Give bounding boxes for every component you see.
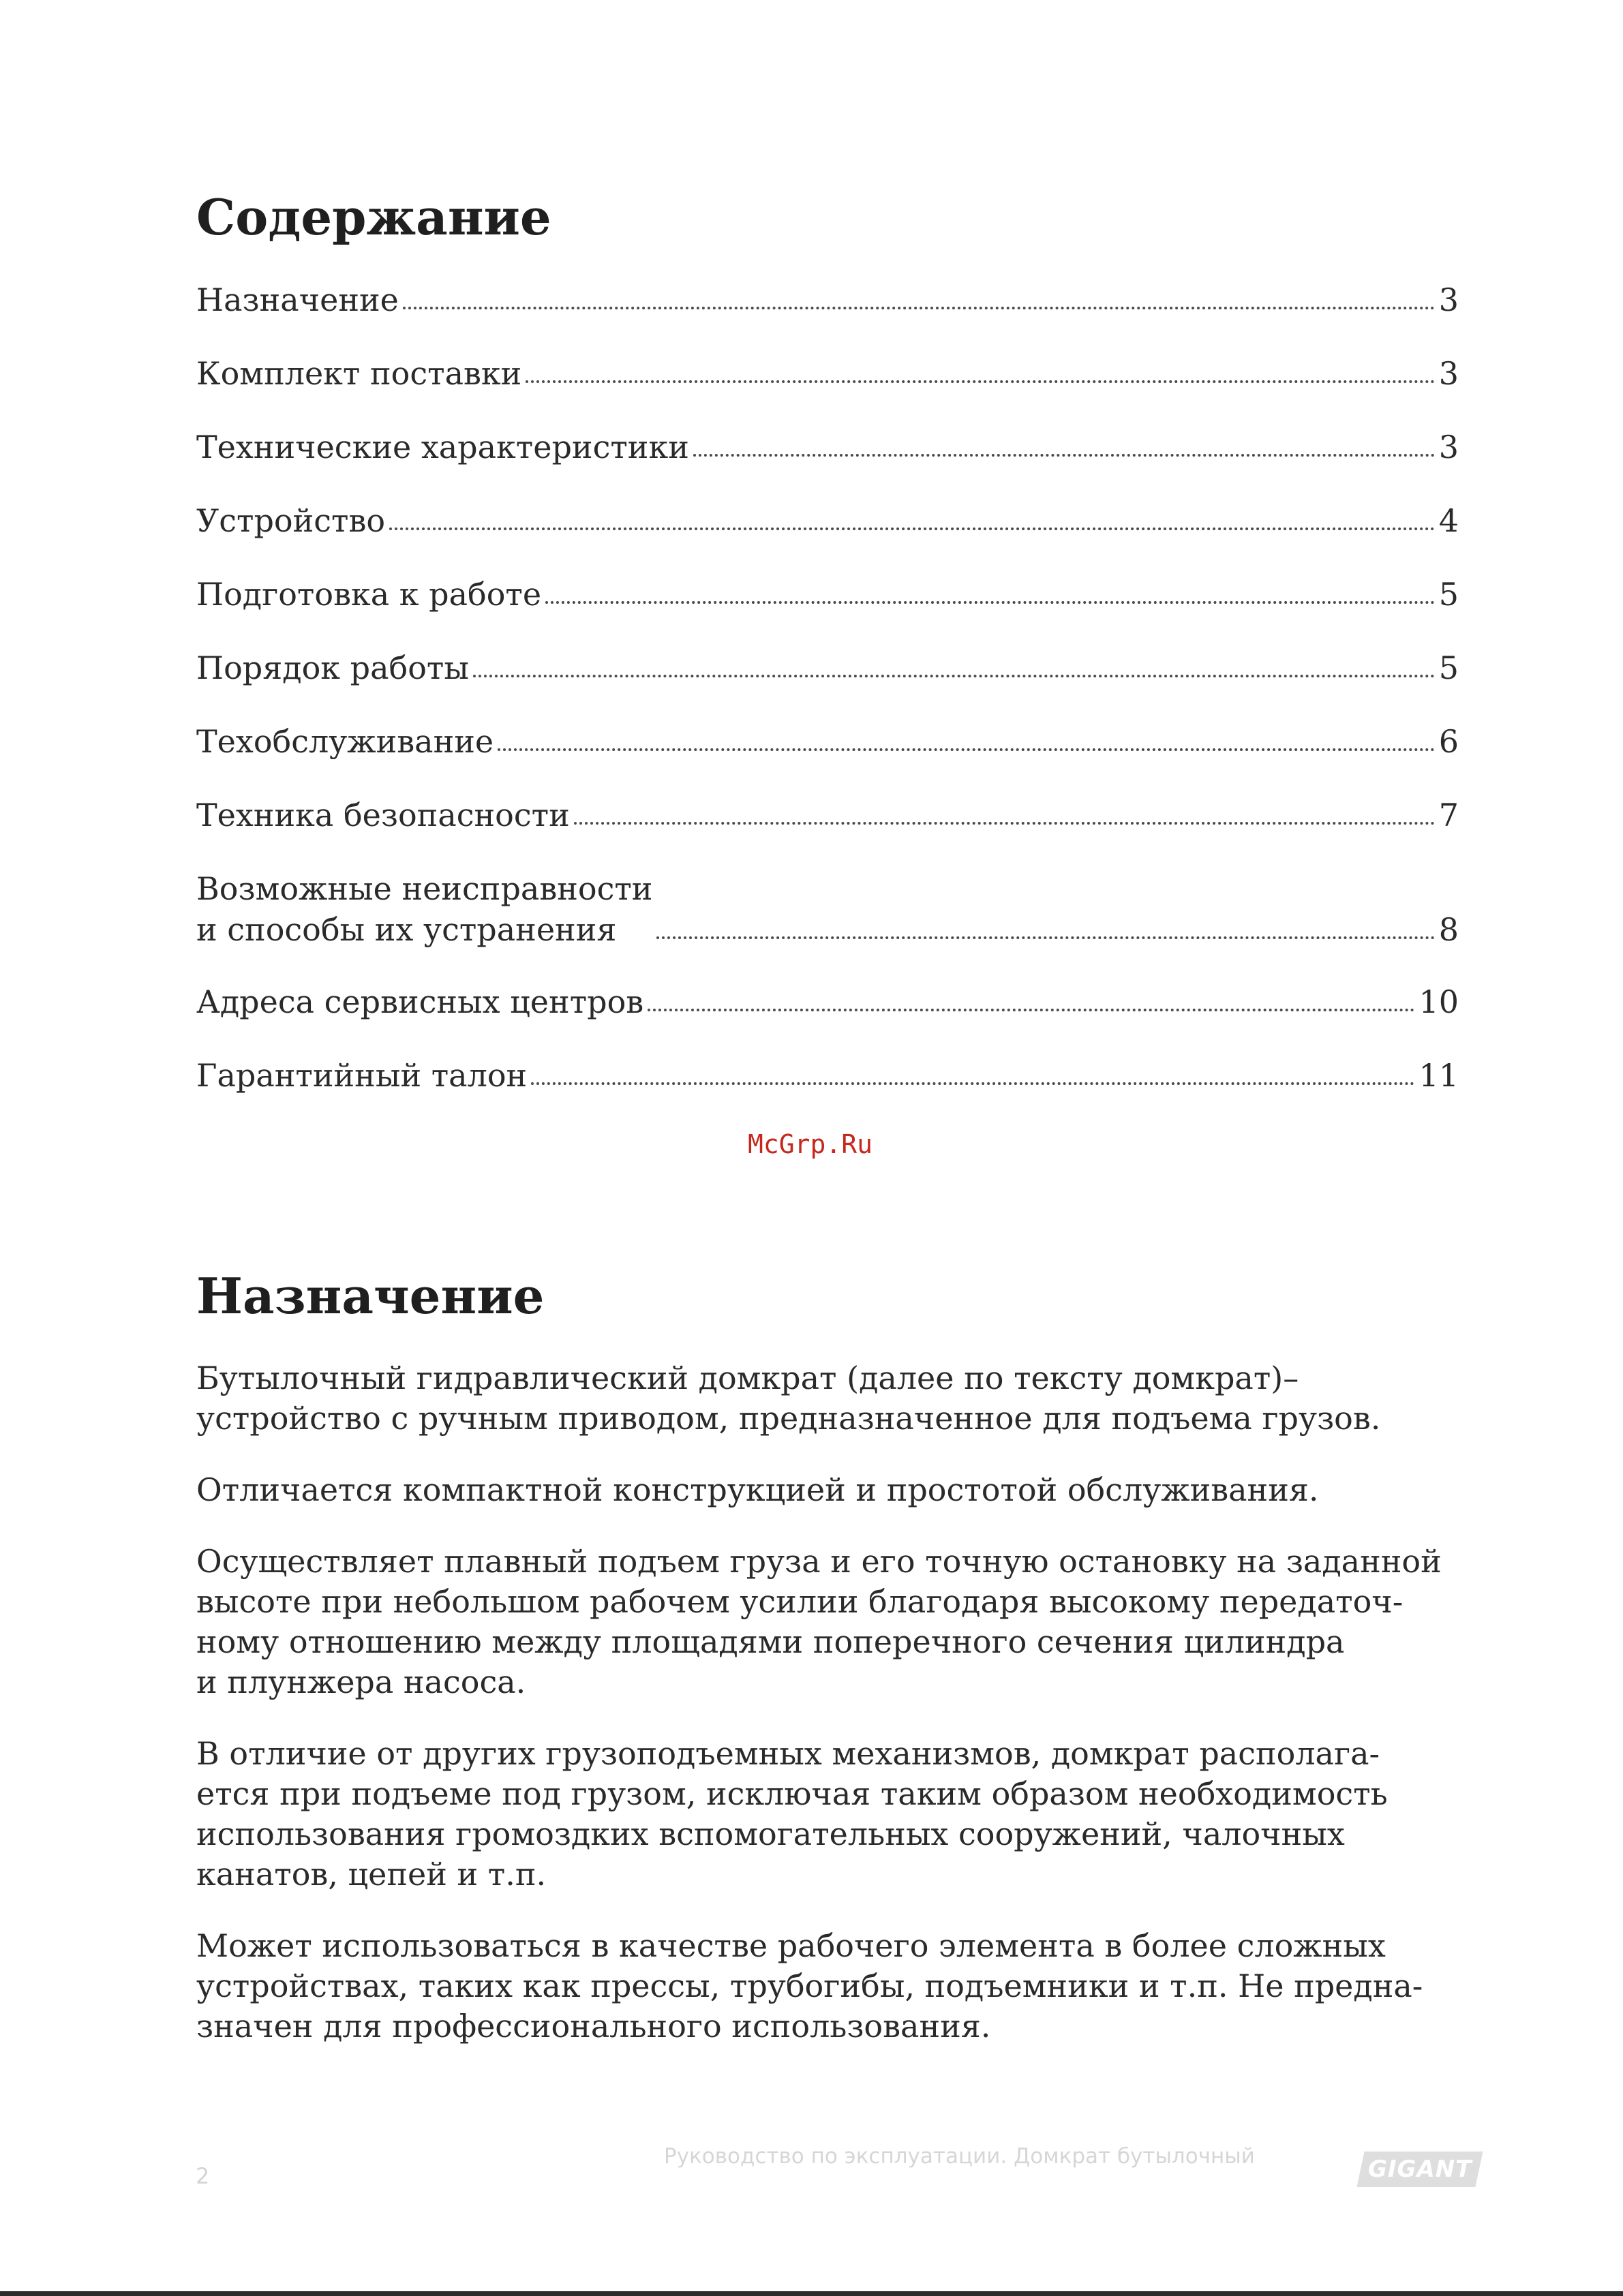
paragraph: В отличие от других грузоподъемных механизмов, домкрат располага- ется при подъеме под грузом, исключая таким образом необходимость использования громоздких вспомогательных сооружений, чалочных канатов, цепей и т.п. [196, 1735, 1388, 1893]
toc-item[interactable] [196, 647, 1459, 688]
toc-item[interactable] [196, 353, 1459, 394]
toc-item-title: Техобслуживание [196, 723, 494, 760]
toc-item-title: Подготовка к работе [196, 576, 542, 613]
toc-heading: Содержание [196, 188, 551, 246]
paragraph: Отличается компактной конструкцией и простотой обслуживания. [196, 1471, 1319, 1508]
toc-item-page: 6 [1438, 723, 1459, 760]
section-body [196, 1358, 1491, 2078]
toc-leader-dots [531, 1082, 1414, 1085]
toc-leader-dots [648, 1009, 1414, 1011]
toc-item-page: 5 [1438, 649, 1459, 686]
toc-item[interactable] [196, 981, 1459, 1022]
toc-item[interactable] [196, 574, 1459, 615]
toc-leader-dots [498, 748, 1435, 751]
toc-item-page: 5 [1438, 576, 1459, 613]
toc-item[interactable] [196, 721, 1459, 762]
paragraph: Бутылочный гидравлический домкрат (далее по тексту домкрат)– устройство с ручным приводом, предназначенное для подъема грузов. [196, 1360, 1381, 1437]
toc-item-title: Порядок работы [196, 649, 469, 686]
paragraph: Осуществляет плавный подъем груза и его точную остановку на заданной высоте при небольшом рабочем усилии благодаря высокому передаточ- ному отношению между площадями поперечного сечения цилиндра и плунжера насоса. [196, 1543, 1442, 1700]
toc-item-page: 11 [1419, 1057, 1459, 1094]
logo-text: GIGANT [1367, 2156, 1472, 2183]
page-bottom-edge [0, 2291, 1623, 2296]
toc-leader-dots [473, 675, 1435, 677]
toc-item-title: Техника безопасности [196, 797, 570, 833]
toc-item-title: Адреса сервисных центров [196, 983, 644, 1020]
toc-item-page: 10 [1419, 983, 1459, 1020]
watermark-link[interactable]: McGrp.Ru [748, 1129, 873, 1159]
toc-item-title: Комплект поставки [196, 355, 522, 392]
toc-leader-dots [656, 936, 1434, 939]
toc-leader-dots [693, 454, 1435, 457]
toc-leader-dots [389, 527, 1435, 530]
toc-item[interactable] [196, 795, 1459, 836]
toc-item-page: 3 [1438, 429, 1459, 465]
toc-item[interactable] [196, 868, 1459, 950]
toc-item-title: Устройство [196, 502, 386, 539]
toc-leader-dots [526, 380, 1434, 383]
toc-item[interactable] [196, 427, 1459, 468]
toc-item-page: 3 [1438, 281, 1459, 318]
toc-item-title: Назначение [196, 281, 399, 318]
toc-item-page: 7 [1438, 797, 1459, 833]
toc-item-page: 3 [1438, 355, 1459, 392]
toc-leader-dots [574, 822, 1435, 825]
footer-title: Руководство по эксплуатации. Домкрат бутылочный [664, 2144, 1255, 2169]
gigant-logo [1356, 2152, 1483, 2187]
toc-item-page: 4 [1438, 502, 1459, 539]
toc-item-page: 8 [1438, 911, 1459, 948]
section-heading: Назначение [196, 1267, 545, 1325]
toc-item[interactable] [196, 500, 1459, 541]
toc-leader-dots [403, 307, 1435, 309]
toc-item[interactable] [196, 1055, 1459, 1096]
toc-item-title: Технические характеристики [196, 429, 689, 465]
toc-item-title: Возможные неисправности и способы их устранения [196, 870, 653, 948]
toc-item-title: Гарантийный талон [196, 1057, 528, 1094]
toc-leader-dots [545, 601, 1435, 604]
page-number: 2 [196, 2163, 210, 2189]
toc-item[interactable] [196, 279, 1459, 320]
paragraph: Может использоваться в качестве рабочего элемента в более сложных устройствах, таких как прессы, трубогибы, подъемники и т.п. Не предна- значен для профессионального использования. [196, 1927, 1423, 2045]
